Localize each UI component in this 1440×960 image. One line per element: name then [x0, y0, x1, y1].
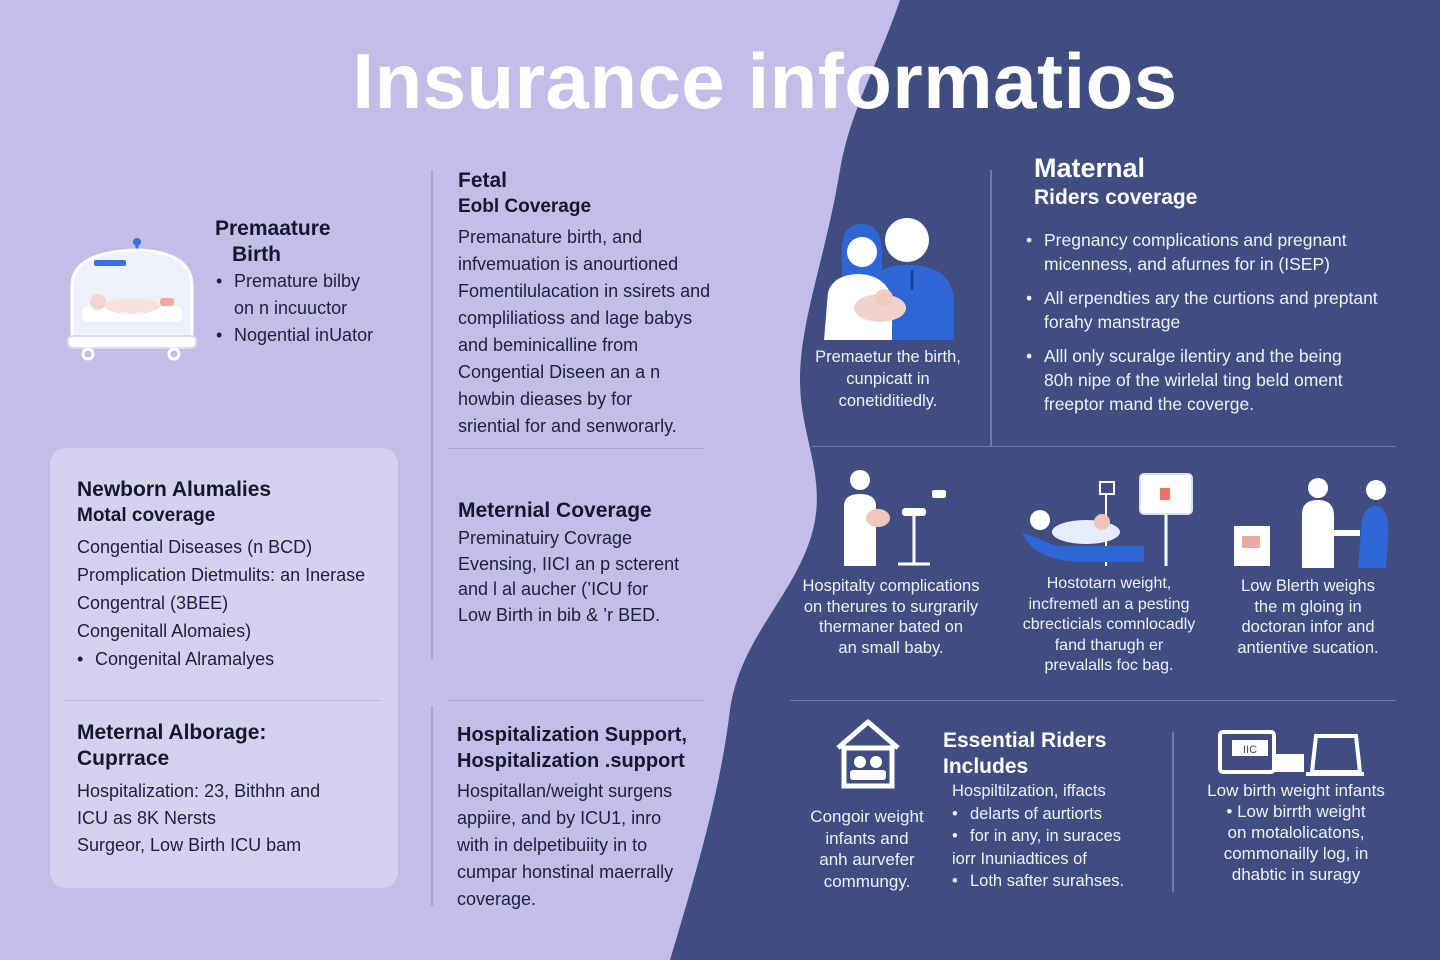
essential-riders-list: [952, 780, 1166, 893]
text-line: and l al aucher (’ICU for: [458, 579, 649, 599]
caption-line: commonailly log, in: [1223, 844, 1369, 863]
list-item-text: All erpendties ary the curtions and preptant: [1044, 288, 1378, 308]
text-line: coverage.: [457, 889, 537, 909]
list-item-text: Loth safter surahses.: [970, 872, 1125, 890]
text-line: compliliatioss and lage babys: [458, 308, 693, 328]
list-item-text: Nogential inUator: [234, 325, 374, 345]
list-item: • All erpendties ary the curtions and preptant forahy manstrage: [1026, 288, 1378, 332]
newborn-section: [77, 477, 387, 673]
text-line: Surgeor, Low Birth ICU bam: [77, 835, 302, 855]
section-divider: [448, 700, 704, 701]
list-item: • Pregnancy complications and pregnant micenness, and afurnes for in (ISEP): [1026, 230, 1347, 274]
list-item-text: delarts of aurtiorts: [970, 804, 1103, 823]
caption-line: commungy.: [823, 871, 911, 891]
family-caption: [796, 346, 980, 412]
caption-line: infants and: [825, 828, 909, 848]
newborn-subtitle: Motal coverage: [77, 505, 216, 526]
monitor-label: IIC: [1242, 744, 1258, 756]
text-line: Hospitallan/weight surgens: [457, 781, 673, 801]
row2-caption-3: [1216, 576, 1400, 658]
meternal-alborage-body: [77, 778, 387, 859]
caption-line: on therures to surgrarily: [803, 597, 979, 616]
caption-line: an small baby.: [838, 638, 944, 657]
premature-title-line1: Premaature: [215, 217, 331, 240]
list-item-text: for in any, in suraces: [970, 827, 1122, 845]
list-item-text: forahy manstrage: [1044, 312, 1181, 332]
text-line: cumpar honstinal maerrally: [457, 862, 674, 882]
list-item: [952, 848, 1166, 871]
text-line: howbin dieases by for: [458, 389, 633, 409]
list-item: • Congenital Alramalyes: [77, 645, 387, 673]
card-divider: [64, 700, 380, 701]
meternal-alborage-subtitle: Cuprrace: [77, 747, 170, 770]
fetal-section: [458, 168, 710, 440]
text-line: Congentral (3BEE): [77, 593, 229, 613]
family-home-icon: [834, 718, 902, 790]
newborn-title: Newborn Alumalies: [77, 478, 272, 501]
row2-caption-2: [1004, 574, 1214, 677]
hospitalization-body: [457, 778, 737, 913]
column-divider: [1172, 732, 1174, 892]
text-line: and beminicalline from: [458, 335, 639, 355]
list-item: • Nogential inUator: [216, 322, 416, 349]
page-title: Insurance informatios: [352, 37, 1178, 125]
premature-birth-title: [215, 216, 331, 268]
caption-line: antientive sucation.: [1237, 638, 1379, 657]
text-line: Fomentilulacation in ssirets and: [458, 281, 711, 301]
meternial-coverage-body: [458, 526, 738, 628]
hospital-bed-monitor-icon: [1016, 470, 1198, 570]
list-item: • delarts of aurtiorts: [952, 803, 1166, 826]
list-item: • for in any, in suraces: [952, 825, 1166, 848]
caption-line: Hospitalty complications: [802, 577, 980, 595]
text-line: sriential for and senworarly.: [458, 416, 677, 436]
row2-caption-1: [788, 576, 994, 658]
hospitalization-title: Hospitalization Support,: [457, 724, 687, 746]
caption-line: Low Blerth weighs: [1241, 577, 1375, 595]
list-item-text: 80h nipe of the wirlelal ting beld oment: [1044, 370, 1343, 390]
list-item-text: freeptor mand the coverge.: [1044, 394, 1255, 414]
low-birth-weight-title: Low birth weight infants: [1207, 781, 1385, 800]
list-item-text: Inuniadtices of: [980, 849, 1087, 868]
text-line: with in delpetibuiity in to: [457, 835, 648, 855]
meternial-coverage-section: [458, 498, 738, 628]
text-line: Promplication Dietmulits: an Inerase: [77, 565, 366, 585]
section-divider: [790, 700, 1396, 701]
premature-title-line2: Birth: [232, 243, 281, 266]
list-item: • Alll only scuralge ilentiry and the being 80h nipe of the wirlelal ting beld oment freeptor mand the coverge.: [1026, 346, 1343, 414]
incubator-icon: [62, 236, 202, 364]
list-item: • Loth safter surahses.: [952, 870, 1166, 893]
caption-line: incfremetl an a pesting: [1028, 595, 1190, 613]
caption-line: on motalolicatons,: [1227, 823, 1365, 842]
hospitalization-section: [457, 722, 737, 913]
text-line: Evensing, IICI an p scterent: [458, 553, 680, 574]
list-item-text: Low birrth weight: [1237, 802, 1366, 821]
caption-line: Hostotarn weight,: [1046, 575, 1172, 592]
text-line: Hospitalization: 23, Bithhn and: [77, 781, 321, 801]
caption-line: the m gloing in: [1254, 597, 1362, 616]
text-line: Congential Diseases (n BCD): [77, 537, 313, 557]
premature-birth-list: [216, 268, 416, 349]
list-item-text: Pregnancy complications and pregnant: [1044, 230, 1347, 250]
caption-line: cbrecticials comnlocadly: [1022, 616, 1196, 633]
caption-line: doctoran infor and: [1241, 618, 1375, 636]
maternal-title: Maternal: [1034, 153, 1146, 183]
text-line: infvemuation is anourtioned: [458, 254, 679, 274]
low-birth-weight-section: [1190, 780, 1402, 885]
text-line: Premanature birth, and: [458, 227, 643, 247]
meternal-alborage-section: [77, 720, 387, 859]
text-line: Congenitall Alomaies): [77, 621, 252, 641]
essential-riders-title: Essential Riders: [943, 729, 1107, 752]
text-line: Preminatuiry Covrage: [458, 528, 633, 548]
section-divider: [812, 446, 1396, 447]
text-line: Low Birth in bib & ’r BED.: [458, 604, 661, 625]
list-item: • Low birrth weight: [1226, 802, 1366, 821]
caption-line: anh aurvefer: [819, 850, 915, 869]
fetal-title: Fetal: [458, 169, 508, 192]
caption-line: dhabtic in suragy: [1231, 865, 1361, 884]
list-item-text: micenness, and afurnes for in (ISEP): [1044, 254, 1330, 274]
list-item-text: Premature bilby: [234, 271, 361, 291]
text-line: ICU as 8K Nersts: [77, 808, 217, 828]
maternal-subtitle: Riders coverage: [1034, 186, 1198, 209]
home-caption: [790, 806, 944, 892]
essential-riders-section: [943, 728, 1163, 780]
doctor-with-baby-icon: [836, 466, 952, 570]
caption-line: cunpicatt in: [846, 370, 930, 388]
text-line: Congential Diseen an a n: [458, 362, 661, 382]
list-item-text: Congenital Alramalyes: [95, 649, 275, 669]
column-divider: [990, 170, 992, 446]
fetal-subtitle: Eobl Coverage: [458, 196, 592, 217]
caption-line: Premaetur the birth,: [815, 348, 961, 366]
caption-line: conetiditiedly.: [838, 392, 938, 410]
caption-line: prevalalls foc bag.: [1044, 657, 1174, 674]
meternial-coverage-title: Meternial Coverage: [458, 499, 652, 522]
fetal-body: [458, 224, 710, 440]
column-divider: [431, 170, 433, 660]
list-item: • Premature bilby: [216, 268, 416, 295]
list-item-prefix: iorr: [952, 849, 976, 868]
hospitalization-subtitle: Hospitalization .support: [457, 750, 685, 772]
incubator-monitor-icon: [1216, 728, 1366, 780]
list-item-continuation: on n incuuctor: [234, 298, 348, 318]
maternal-riders-list: [1026, 228, 1430, 416]
caption-line: Congoir weight: [810, 807, 924, 826]
essential-riders-subtitle: Includes: [943, 755, 1029, 778]
newborn-body: [77, 533, 387, 673]
column-divider: [431, 706, 433, 906]
meternal-alborage-title: Meternal Alborage:: [77, 721, 267, 744]
text-line: appiire, and by ICU1, inro: [457, 808, 662, 828]
section-divider: [448, 448, 704, 449]
list-item-text: Alll only scuralge ilentiry and the being: [1044, 346, 1342, 366]
parents-with-baby-icon: [812, 210, 962, 350]
maternal-riders-section: [1034, 152, 1424, 212]
caption-line: thermaner bated on: [818, 618, 963, 636]
list-lead: Hospiltilzation, iffacts: [952, 782, 1106, 800]
caption-line: fand tharugh er: [1054, 636, 1164, 654]
mother-doctor-consultation-icon: [1228, 476, 1392, 570]
